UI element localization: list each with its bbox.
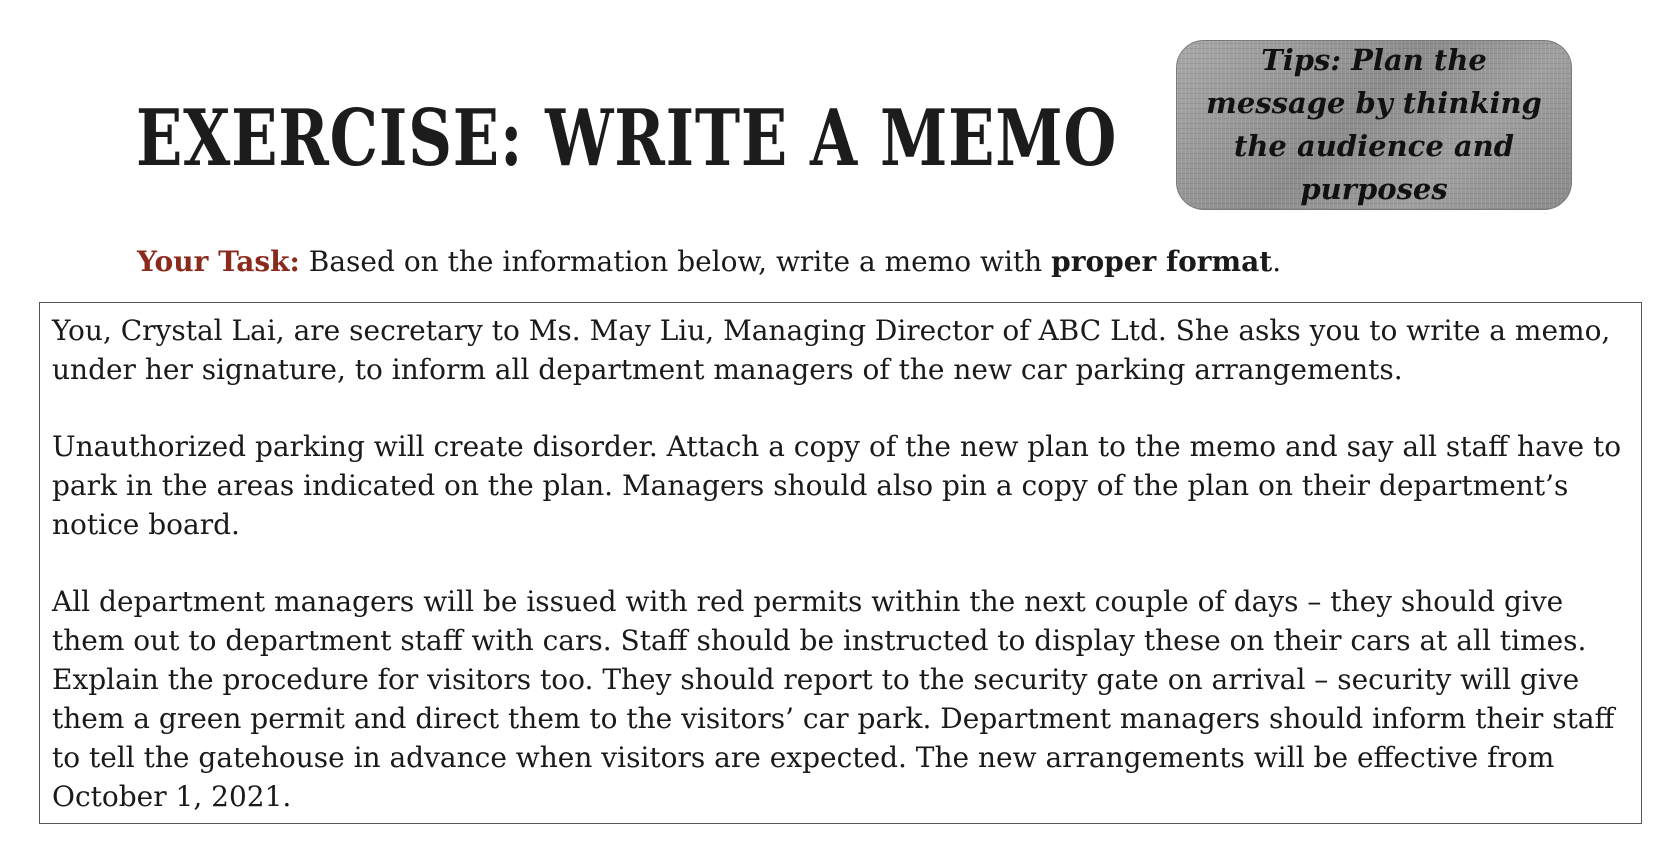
task-label: Your Task: xyxy=(137,245,300,278)
tips-text: Tips: Plan the message by thinking the audience and purposes xyxy=(1206,43,1542,206)
scenario-paragraph: Unauthorized parking will create disorder. Attach a copy of the new plan to the memo and say all staff have to park in the areas indicated on the plan. Managers should also pin a copy of the plan on their department’s notice board. xyxy=(52,430,1622,541)
task-text-end: . xyxy=(1272,245,1282,278)
scenario-box xyxy=(39,302,1642,824)
task-text: Based on the information below, write a memo with xyxy=(299,245,1052,278)
task-instruction xyxy=(137,244,1281,280)
tips-callout xyxy=(1176,40,1572,210)
page-title: EXERCISE: WRITE A MEMO xyxy=(136,93,1118,184)
scenario-paragraph: All department managers will be issued with red permits within the next couple of days – they should give them out to department staff with cars. Staff should be instructed to display these on their cars at all times. Explain the procedure for visitors too. They should report to the security gate on arrival – security will give them a green permit and direct them to the visitors’ car park. Department managers should inform their staff to tell the gatehouse in advance when visitors are expected. The new arrangements will be effective from October 1, 2021. xyxy=(52,585,1615,813)
task-emphasis: proper format xyxy=(1051,245,1273,278)
scenario-paragraph: You, Crystal Lai, are secretary to Ms. May Liu, Managing Director of ABC Ltd. She asks you to write a memo, under her signature, to inform all department managers of the new car parking arrangements. xyxy=(52,314,1611,386)
